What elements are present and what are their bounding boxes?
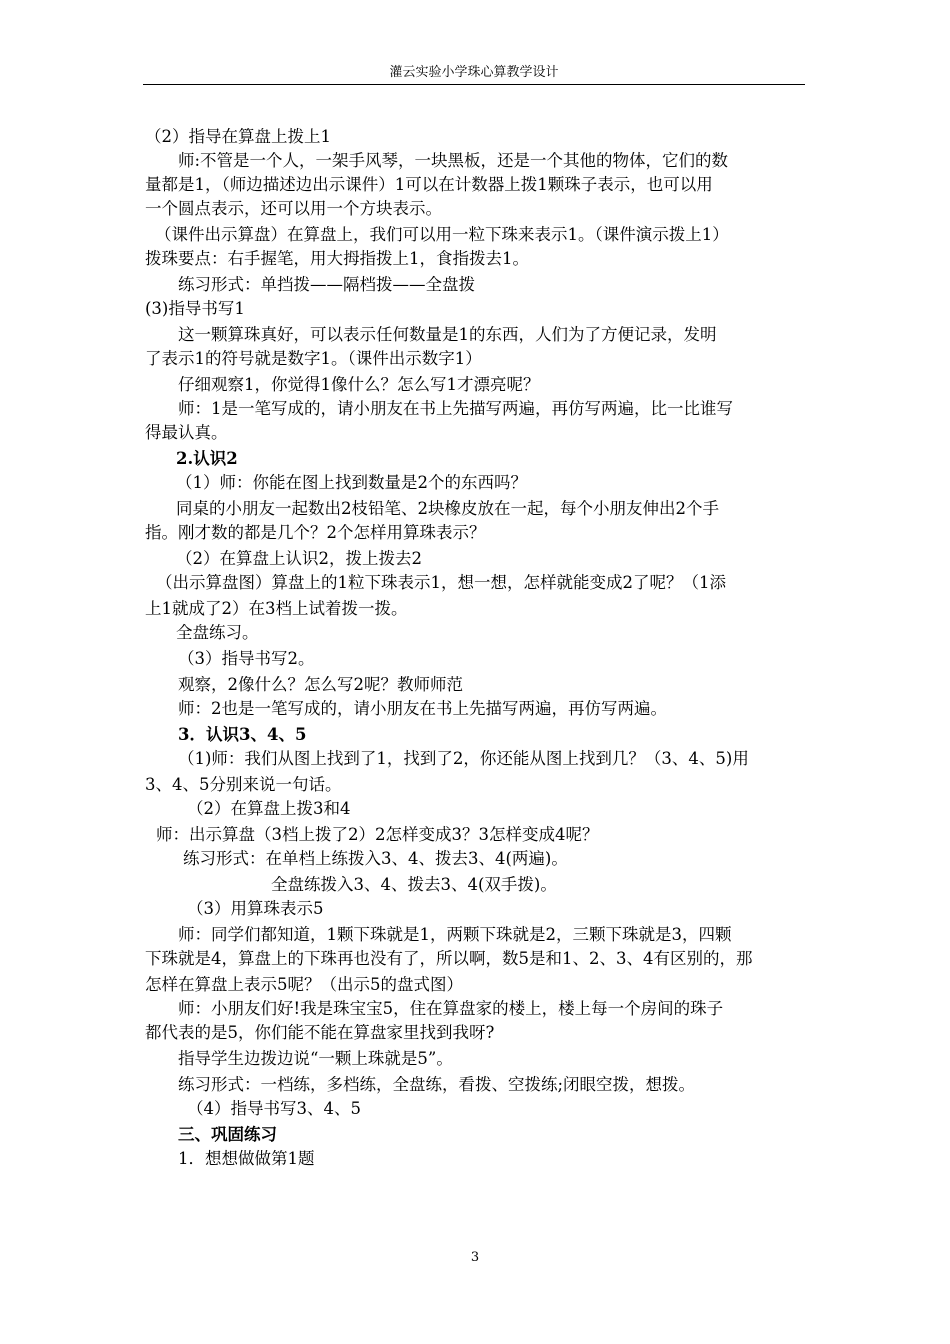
paragraph-line: 仔细观察1，你觉得1像什么？怎么写1才漂亮呢？	[178, 375, 540, 394]
paragraph-line: 指。刚才数的都是几个？2个怎样用算珠表示？	[145, 523, 486, 542]
paragraph-line: 得最认真。	[145, 423, 228, 442]
paragraph-line: （3）指导书写2。	[178, 649, 315, 668]
paragraph-line: 观察，2像什么？怎么写2呢？教师师范	[178, 675, 463, 694]
section-heading: 2.认识2	[176, 449, 238, 468]
header-title: 灌云实验小学珠心算教学设计	[389, 65, 559, 80]
paragraph-line: 1．想想做做第1题	[178, 1149, 315, 1168]
paragraph-line: 师：同学们都知道，1颗下珠就是1，两颗下珠就是2，三颗下珠就是3，四颗	[178, 925, 732, 944]
paragraph-line: 怎样在算盘上表示5呢？（出示5的盘式图）	[145, 975, 463, 994]
paragraph-line: 师:不管是一个人，一架手风琴，一块黑板，还是一个其他的物体，它们的数	[178, 151, 729, 170]
paragraph-line: 同桌的小朋友一起数出2枝铅笔、2块橡皮放在一起，每个小朋友伸出2个手	[176, 499, 719, 518]
paragraph-line: 下珠就是4，算盘上的下珠再也没有了，所以啊，数5是和1、2、3、4有区别的，那	[145, 949, 753, 968]
paragraph-line: （1)师：我们从图上找到了1，找到了2，你还能从图上找到几？（3、4、5)用	[178, 749, 749, 768]
paragraph-line: 全盘练习。	[176, 623, 259, 642]
section-heading: 三、巩固练习	[178, 1125, 277, 1144]
paragraph-line: （1）师：你能在图上找到数量是2个的东西吗？	[176, 473, 527, 492]
paragraph-line: 3、4、5分别来说一句话。	[145, 775, 342, 794]
paragraph-line: 练习形式：在单档上练拨入3、4、拨去3、4(两遍)。	[183, 849, 568, 868]
paragraph-line: 一个圆点表示，还可以用一个方块表示。	[145, 199, 442, 218]
paragraph-line: 了表示1的符号就是数字1。（课件出示数字1）	[145, 349, 482, 368]
paragraph-line: （课件出示算盘）在算盘上，我们可以用一粒下珠来表示1。（课件演示拨上1）	[155, 225, 729, 244]
paragraph-line: （4）指导书写3、4、5	[187, 1099, 361, 1118]
paragraph-line: 上1就成了2）在3档上试着拨一拨。	[145, 599, 408, 618]
paragraph-line: 师：2也是一笔写成的，请小朋友在书上先描写两遍，再仿写两遍。	[178, 699, 667, 718]
paragraph-line: （2）指导在算盘上拨上1	[145, 127, 331, 146]
paragraph-line: 师：出示算盘（3档上拨了2）2怎样变成3？3怎样变成4呢？	[156, 825, 599, 844]
paragraph-line: 这一颗算珠真好，可以表示任何数量是1的东西，人们为了方便记录，发明	[178, 325, 717, 344]
paragraph-line: 全盘练拨入3、4、拨去3、4(双手拨)。	[271, 875, 557, 894]
paragraph-line: 师：1是一笔写成的，请小朋友在书上先描写两遍，再仿写两遍，比一比谁写	[178, 399, 733, 418]
paragraph-line: 练习形式：单挡拨——隔档拨——全盘拨	[178, 275, 475, 294]
paragraph-line: （2）在算盘上认识2，拨上拨去2	[176, 549, 422, 568]
paragraph-line: （2）在算盘上拨3和4	[187, 799, 351, 818]
paragraph-line: (3)指导书写1	[145, 299, 245, 318]
paragraph-line: （3）用算珠表示5	[187, 899, 324, 918]
page-header	[143, 64, 805, 85]
paragraph-line: （出示算盘图）算盘上的1粒下珠表示1，想一想，怎样就能变成2了呢？（1添	[156, 573, 726, 592]
paragraph-line: 量都是1，（师边描述边出示课件）1可以在计数器上拨1颗珠子表示，也可以用	[145, 175, 713, 194]
paragraph-line: 指导学生边拨边说“一颗上珠就是5”。	[178, 1049, 453, 1068]
page-number: 3	[470, 1250, 480, 1265]
paragraph-line: 都代表的是5，你们能不能在算盘家里找到我呀?	[145, 1023, 495, 1042]
paragraph-line: 师：小朋友们好!我是珠宝宝5，住在算盘家的楼上，楼上每一个房间的珠子	[178, 999, 724, 1018]
paragraph-line: 拨珠要点：右手握笔，用大拇指拨上1，食指拨去1。	[145, 249, 529, 268]
paragraph-line: 练习形式：一档练，多档练，全盘练，看拨、空拨练;闭眼空拨，想拨。	[178, 1075, 696, 1094]
section-heading: 3．认识3、4、5	[178, 725, 307, 744]
